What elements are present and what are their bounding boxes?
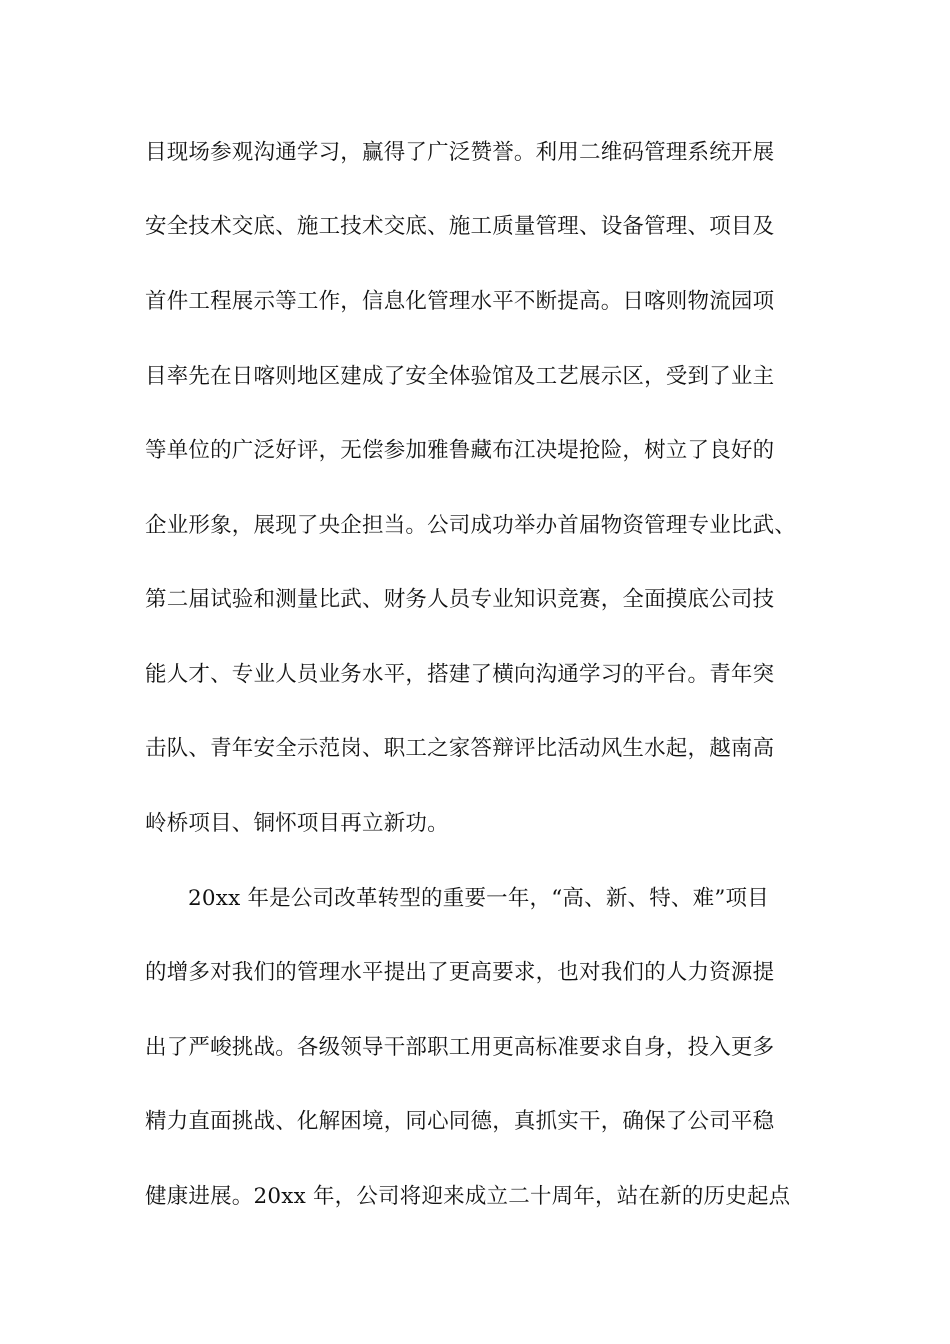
- text-line-7: 第二届试验和测量比武、财务人员专业知识竞赛，全面摸底公司技: [145, 587, 775, 612]
- text-line-3: 首件工程展示等工作，信息化管理水平不断提高。日喀则物流园项: [145, 289, 775, 314]
- text-line-4: 目率先在日喀则地区建成了安全体验馆及工艺展示区，受到了业主: [145, 364, 775, 389]
- text-line-14: 精力直面挑战、化解困境，同心同德，真抓实干，确保了公司平稳: [145, 1109, 775, 1134]
- text-line-13: 出了严峻挑战。各级领导干部职工用更高标准要求自身，投入更多: [145, 1035, 775, 1060]
- text-line-2: 安全技术交底、施工技术交底、施工质量管理、设备管理、项目及: [145, 214, 775, 239]
- text-line-9: 击队、青年安全示范岗、职工之家答辩评比活动风生水起，越南高: [145, 736, 775, 761]
- text-line-10: 岭桥项目、铜怀项目再立新功。: [145, 811, 449, 836]
- text-line-1: 目现场参观沟通学习，赢得了广泛赞誉。利用二维码管理系统开展: [145, 140, 775, 165]
- text-line-8: 能人才、专业人员业务水平，搭建了横向沟通学习的平台。青年突: [145, 662, 775, 687]
- text-line-12: 的增多对我们的管理水平提出了更高要求，也对我们的人力资源提: [145, 960, 775, 985]
- paragraph-start-line: 20xx 年是公司改革转型的重要一年，“高、新、特、难”项目: [188, 886, 769, 911]
- text-line-15: 健康进展。20xx 年，公司将迎来成立二十周年，站在新的历史起点: [145, 1184, 791, 1209]
- text-line-5: 等单位的广泛好评，无偿参加雅鲁藏布江决堤抢险，树立了良好的: [145, 438, 775, 463]
- text-line-6: 企业形象，展现了央企担当。公司成功举办首届物资管理专业比武、: [145, 513, 797, 538]
